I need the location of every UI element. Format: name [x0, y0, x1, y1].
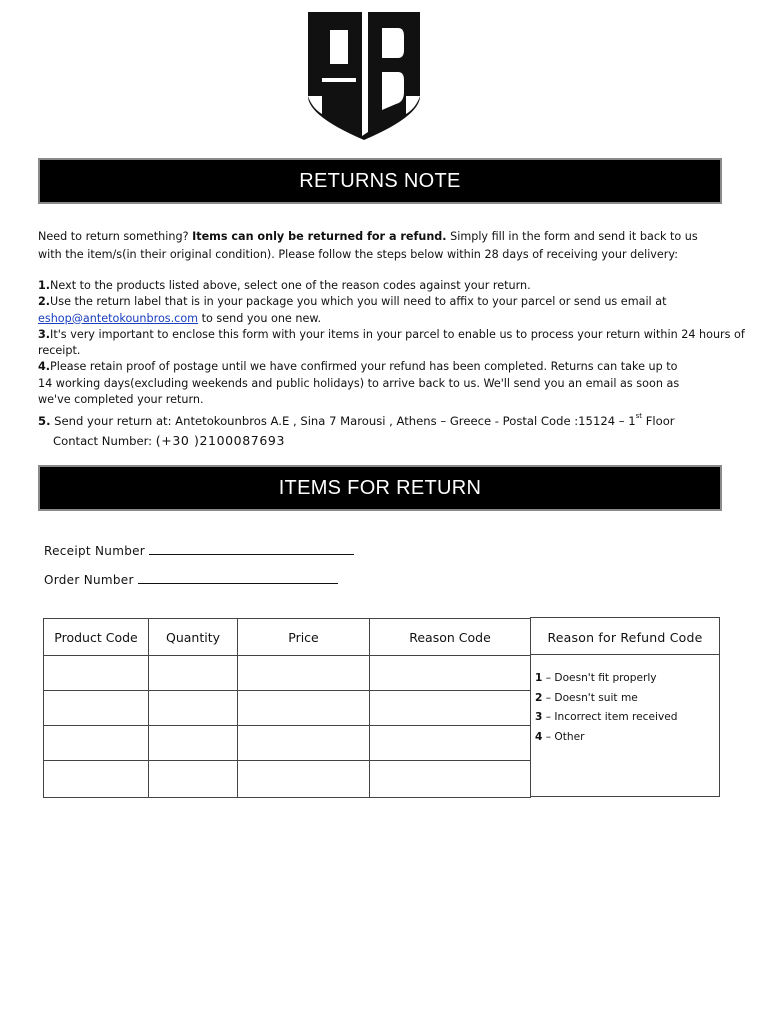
table-row	[44, 761, 531, 798]
order-number-blank[interactable]	[138, 572, 338, 584]
refund-code-item: 3 – Incorrect item received	[535, 711, 678, 723]
refund-code-item: 1 – Doesn't fit properly	[535, 672, 657, 684]
returns-note-banner: RETURNS NOTE	[38, 158, 722, 204]
refund-code-item: 2 – Doesn't suit me	[535, 691, 638, 704]
step-1: 1.Next to the products listed above, select one of the reason codes against your return.	[38, 279, 531, 292]
receipt-number-blank[interactable]	[149, 543, 354, 555]
step-2: 2.Use the return label that is in your package you which you will need to affix to your parcel or send us email at	[38, 295, 667, 309]
eshop-email-link[interactable]: eshop@antetokounbros.com	[38, 311, 199, 325]
step-3: 3.It's very important to enclose this form with your items in your parcel to enable us to process your return within 24 hours of	[38, 327, 745, 341]
intro-line-2: with the item/s(in their original condition). Please follow the steps below within 28 days of receiving your delivery:	[38, 248, 678, 261]
header-product-code: Product Code	[44, 619, 149, 656]
order-number-field[interactable]: Order Number	[44, 572, 338, 587]
refund-code-item: 4 – Other	[535, 730, 585, 743]
table-row	[44, 656, 531, 691]
header-price: Price	[238, 619, 370, 656]
items-table	[43, 618, 531, 798]
items-for-return-banner: ITEMS FOR RETURN	[38, 465, 722, 511]
step-4: 4.Please retain proof of postage until we have confirmed your refund has been completed. Returns can take up to	[38, 360, 678, 374]
header-quantity: Quantity	[149, 619, 238, 656]
intro-line-1: Need to return something? Items can only be returned for a refund. Simply fill in the form and send it back to us	[38, 230, 698, 243]
refund-codes-header: Reason for Refund Code	[531, 618, 719, 655]
contact-number: Contact Number: (+30 )2100087693	[53, 433, 286, 448]
table-row	[44, 691, 531, 726]
header-reason-code: Reason Code	[370, 619, 531, 656]
step-5-address: 5. Send your return at: Antetokounbros A.E , Sina 7 Marousi , Athens – Greece - Postal Code :15124 – 1st Floor	[38, 412, 675, 428]
return-steps: 1.Next to the products listed above, select one of the reason codes against your return. 2.Use the return label that is in your package you which you will need to affix to your parcel or send us email at eshop@antetokounbros.com to send you one new. 3.It's very important to enclose this form with your items in your parcel to enable us to process your return within 24 hours of receipt. 4.Please retain proof of postage until we have confirmed your refund has been completed. Returns can take up to 14 working days(excluding weekends and public holidays) to arrive back to us. We'll send you an email as soon as we've completed your return.	[38, 279, 745, 407]
table-row	[44, 726, 531, 761]
refund-codes-box	[530, 617, 720, 797]
receipt-number-field[interactable]: Receipt Number	[44, 543, 354, 558]
ab-logo-icon	[302, 12, 426, 142]
